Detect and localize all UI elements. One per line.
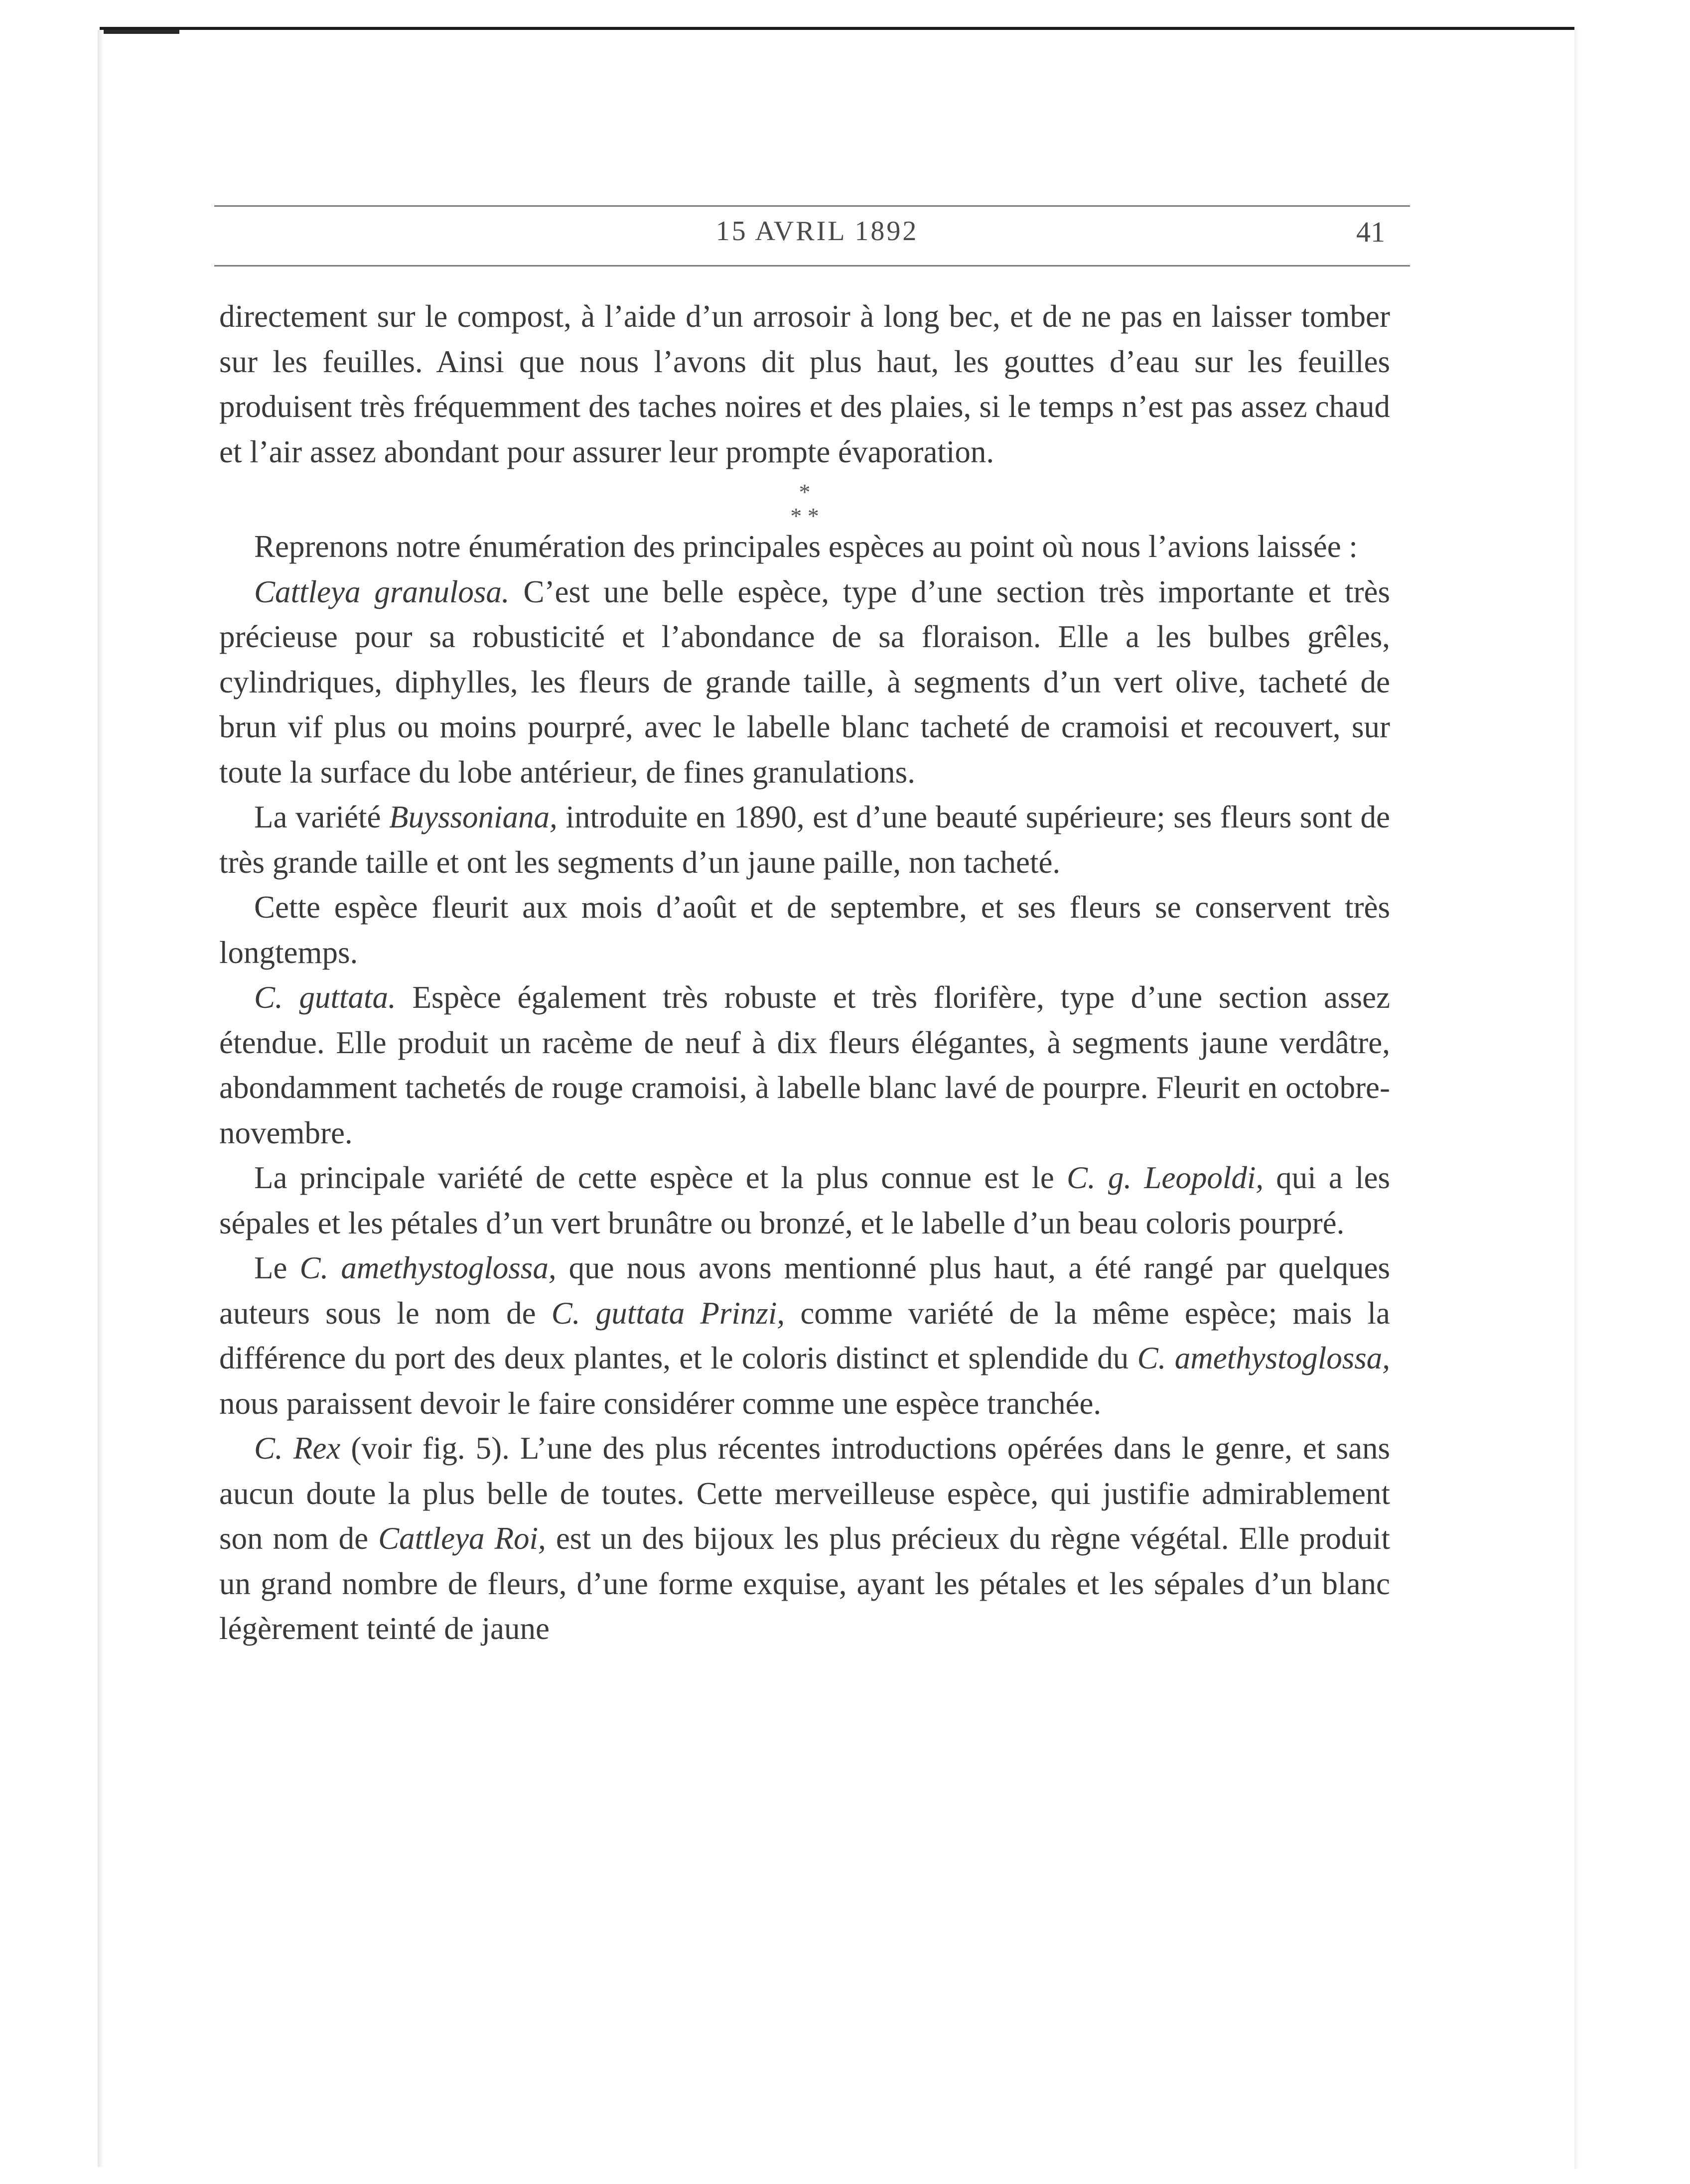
paragraph-p1 [219, 294, 1390, 474]
text-run: Espèce également très robuste et très florifère, type d’une section assez étendue. Elle produit un racème de neuf à dix fleurs élégantes, à segments jaune verdâtre, abondamment tachetés de rouge cramoisi, à labelle blanc lavé de pourpre. Fleurit en octobre-novembre. [219, 980, 1391, 1150]
italic-term: C. amethystoglossa, [1137, 1341, 1390, 1375]
asterism-bottom: * * [790, 503, 819, 529]
paragraph-p9 [219, 1426, 1390, 1651]
scan-top-edge [100, 27, 1577, 30]
text-run: qui a les sépales et les pétales d’un vert brunâtre ou bronzé, et le labelle d’un beau coloris pourpré. [219, 1160, 1391, 1240]
paragraph-p4 [219, 795, 1390, 885]
italic-term: C. guttata. [254, 980, 396, 1015]
text-run: directement sur le compost, à l’aide d’un arrosoir à long bec, et de ne pas en laisser tomber sur les feuilles. Ainsi que nous l’avons dit plus haut, les gouttes d’eau sur les feuilles produisent très fréquemment des taches noires et des plaies, si le temps n’est pas assez chaud et l’air assez abondant pour assurer leur prompte évaporation. [219, 299, 1390, 469]
text-run: (voir fig. 5). L’une des plus récentes introductions opérées dans le genre, et sans aucun doute la plus belle de toutes. Cette merveilleuse espèce, qui justifie admirablement son nom de [219, 1431, 1390, 1556]
text-run: La variété [254, 800, 389, 834]
scan-right-edge [1574, 27, 1579, 2169]
body-text [219, 294, 1390, 1651]
header-rule-top [214, 205, 1410, 207]
paragraph-p2 [219, 524, 1390, 569]
header-rule-bottom [214, 265, 1410, 267]
paragraph-p3 [219, 569, 1390, 795]
italic-term: Buyssoniana, [389, 800, 558, 834]
text-run: La principale variété de cette espèce et la plus connue est le [254, 1160, 1067, 1195]
italic-term: Cattleya granulosa. [254, 574, 510, 609]
paragraph-p8 [219, 1245, 1390, 1426]
text-run: Cette espèce fleurit aux mois d’août et de septembre, et ses fleurs se conservent très longtemps. [219, 890, 1390, 970]
asterism-separator [219, 474, 1390, 529]
text-run: Reprenons notre énumération des principales espèces au point où nous l’avions laissée : [254, 529, 1358, 564]
italic-term: Cattleya Roi, [378, 1521, 546, 1556]
italic-term: C. guttata Prinzi, [551, 1295, 785, 1331]
asterism-top: * [799, 479, 811, 505]
paragraph-p7 [219, 1155, 1390, 1245]
text-run: comme variété de la même espèce; mais la différence du port des deux plantes, et le coloris distinct et splendide du [219, 1295, 1391, 1375]
scan-left-shadow [98, 30, 104, 2167]
page-number: 41 [1356, 216, 1385, 248]
text-run: Le [254, 1250, 300, 1285]
text-run: que nous avons mentionné plus haut, a été rangé par quelques auteurs sous le nom de [219, 1250, 1390, 1331]
running-title: 15 AVRIL 1892 [715, 216, 919, 247]
text-run: introduite en 1890, est d’une beauté supérieure; ses fleurs sont de très grande taille et ont les segments d’un jaune paille, non tacheté. [219, 800, 1390, 880]
italic-term: C. g. Leopoldi, [1067, 1160, 1264, 1195]
scan-edge-mark [100, 30, 179, 34]
paragraph-p6 [219, 975, 1390, 1155]
text-run: est un des bijoux les plus précieux du règne végétal. Elle produit un grand nombre de fleurs, d’une forme exquise, ayant les pétales et les sépales d’un blanc légèrement teinté de jaune [219, 1521, 1390, 1646]
text-run: nous paraissent devoir le faire considérer comme une espèce tranchée. [219, 1385, 1102, 1421]
text-run: C’est une belle espèce, type d’une section très importante et très précieuse pour sa robusticité et l’abondance de sa floraison. Elle a les bulbes grêles, cylindriques, diphylles, les fleurs de grande taille, à segments d’un vert olive, tacheté de brun vif plus ou moins pourpré, avec le labelle blanc tacheté de cramoisi et recouvert, sur toute la surface du lobe antérieur, de fines granulations. [219, 574, 1390, 790]
paragraph-p5 [219, 885, 1390, 975]
italic-term: C. Rex [254, 1431, 341, 1466]
italic-term: C. amethystoglossa, [299, 1250, 557, 1285]
